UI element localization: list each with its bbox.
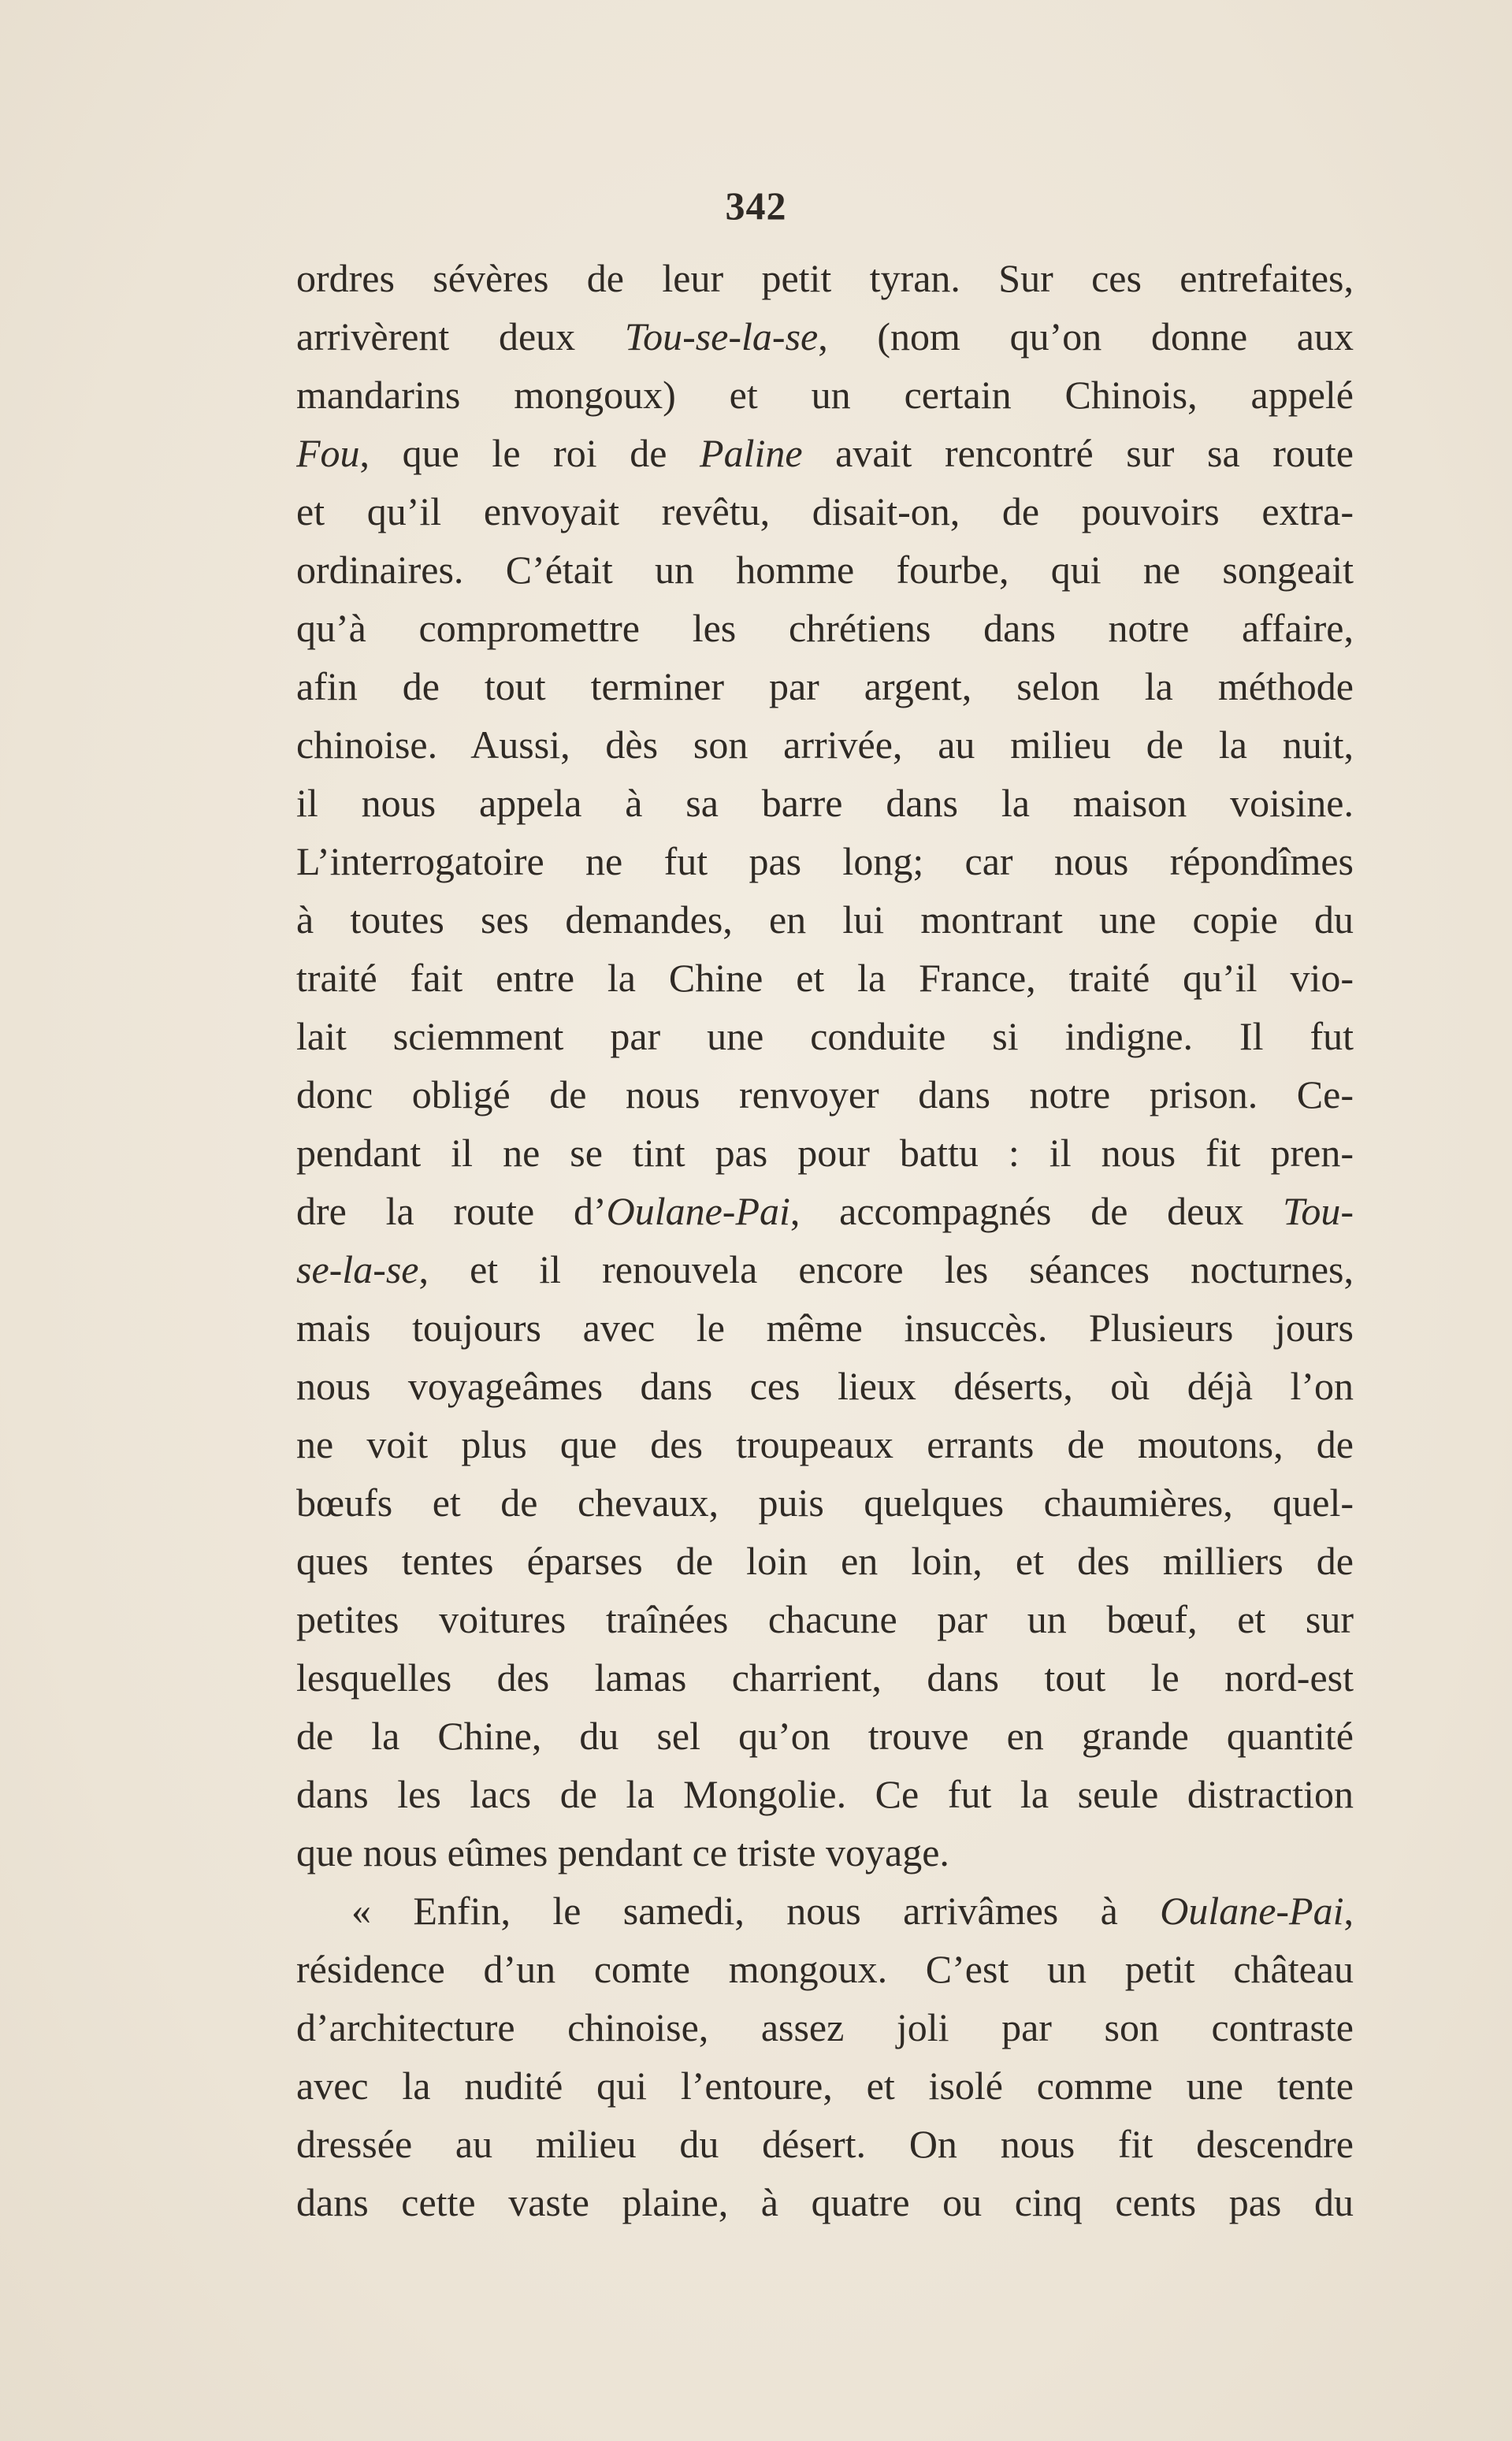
text-segment: « Enfin, le samedi, nous arrivâmes à: [351, 1889, 1161, 1933]
text-segment: de la Chine, du sel qu’on trouve en grande quantité: [296, 1714, 1354, 1758]
text-line: [296, 307, 1354, 366]
text-segment: il nous appela à sa barre dans la maison voisine.: [296, 781, 1354, 825]
text-line: [296, 1182, 1354, 1240]
text-segment: nous voyageâmes dans ces lieux déserts, où déjà l’on: [296, 1364, 1354, 1408]
text-line: [296, 2115, 1354, 2173]
text-segment: , et il renouvela encore les séances nocturnes,: [418, 1247, 1354, 1291]
text-line: [296, 832, 1354, 890]
text-segment: donc obligé de nous renvoyer dans notre prison. Ce-: [296, 1072, 1354, 1116]
italic-text: Oulane-Pai: [606, 1189, 790, 1233]
text-line: [296, 541, 1354, 599]
text-segment: petites voitures traînées chacune par un bœuf, et sur: [296, 1597, 1354, 1641]
text-segment: ,: [1343, 1889, 1354, 1933]
text-line: [296, 2056, 1354, 2115]
text-segment: dans cette vaste plaine, à quatre ou cinq cents pas du: [296, 2180, 1354, 2224]
text-segment: ques tentes éparses de loin en loin, et des milliers de: [296, 1539, 1354, 1583]
text-line: [296, 1357, 1354, 1415]
text-segment: ordres sévères de leur petit tyran. Sur ces entrefaites,: [296, 256, 1354, 300]
text-line: [296, 1707, 1354, 1765]
text-line: [296, 1998, 1354, 2056]
text-line: [296, 1124, 1354, 1182]
text-line: [296, 890, 1354, 949]
text-line: [296, 1007, 1354, 1065]
text-segment: bœufs et de chevaux, puis quelques chaumières, quel-: [296, 1481, 1354, 1525]
text-segment: , que le roi de: [359, 431, 700, 475]
text-line: [296, 1765, 1354, 1823]
text-line: [296, 2173, 1354, 2231]
text-segment: mais toujours avec le même insuccès. Plusieurs jours: [296, 1306, 1354, 1350]
italic-text: Tou-: [1283, 1189, 1354, 1233]
text-segment: chinoise. Aussi, dès son arrivée, au milieu de la nuit,: [296, 723, 1354, 767]
text-line: [296, 1473, 1354, 1532]
text-line: [296, 1648, 1354, 1707]
text-segment: , (nom qu’on donne aux: [818, 314, 1354, 359]
text-segment: lesquelles des lamas charrient, dans tout le nord-est: [296, 1655, 1354, 1700]
text-segment: résidence d’un comte mongoux. C’est un petit château: [296, 1947, 1354, 1991]
text-segment: d’architecture chinoise, assez joli par son contraste: [296, 2005, 1354, 2049]
text-segment: ordinaires. C’était un homme fourbe, qui ne songeait: [296, 548, 1354, 592]
italic-text: Oulane-Pai: [1160, 1889, 1344, 1933]
text-line: [296, 599, 1354, 657]
text-segment: afin de tout terminer par argent, selon la méthode: [296, 664, 1354, 708]
text-segment: qu’à compromettre les chrétiens dans notre affaire,: [296, 606, 1354, 650]
italic-text: se-la-se: [296, 1247, 419, 1291]
text-line: [296, 657, 1354, 715]
text-segment: et qu’il envoyait revêtu, disait-on, de pouvoirs extra-: [296, 489, 1354, 533]
text-line: [296, 424, 1354, 482]
text-segment: traité fait entre la Chine et la France, traité qu’il vio-: [296, 956, 1354, 1000]
text-line: [296, 1415, 1354, 1473]
text-segment: dans les lacs de la Mongolie. Ce fut la seule distraction: [296, 1772, 1354, 1816]
body-text: [296, 249, 1354, 2231]
text-line: [296, 1240, 1354, 1299]
text-segment: pendant il ne se tint pas pour battu : il nous fit pren-: [296, 1131, 1354, 1175]
italic-text: Tou-se-la-se: [624, 314, 819, 359]
text-line: [296, 249, 1354, 307]
text-segment: lait sciemment par une conduite si indigne. Il fut: [296, 1014, 1354, 1058]
text-segment: à toutes ses demandes, en lui montrant une copie du: [296, 897, 1354, 942]
text-line: [296, 1882, 1354, 1940]
text-line: [296, 1940, 1354, 1998]
italic-text: Paline: [700, 431, 803, 475]
text-line: [296, 1532, 1354, 1590]
text-line: [296, 774, 1354, 832]
text-segment: que nous eûmes pendant ce triste voyage.: [296, 1830, 949, 1874]
text-line: [296, 1299, 1354, 1357]
italic-text: Fou: [296, 431, 360, 475]
text-segment: dre la route d’: [296, 1189, 607, 1233]
text-segment: avait rencontré sur sa route: [802, 431, 1354, 475]
text-line: [296, 1823, 1354, 1882]
text-segment: dressée au milieu du désert. On nous fit descendre: [296, 2122, 1354, 2166]
text-segment: ne voit plus que des troupeaux errants de moutons, de: [296, 1422, 1354, 1466]
text-line: [296, 482, 1354, 541]
text-line: [296, 1590, 1354, 1648]
text-segment: arrivèrent deux: [296, 314, 625, 359]
text-segment: avec la nudité qui l’entoure, et isolé comme une tente: [296, 2064, 1354, 2108]
text-segment: L’interrogatoire ne fut pas long; car nous répondîmes: [296, 839, 1354, 883]
text-line: [296, 1065, 1354, 1124]
text-line: [296, 366, 1354, 424]
text-segment: , accompagnés de deux: [789, 1189, 1284, 1233]
text-line: [296, 715, 1354, 774]
page-number: 342: [725, 184, 787, 228]
text-line: [296, 949, 1354, 1007]
text-segment: mandarins mongoux) et un certain Chinois, appelé: [296, 373, 1354, 417]
